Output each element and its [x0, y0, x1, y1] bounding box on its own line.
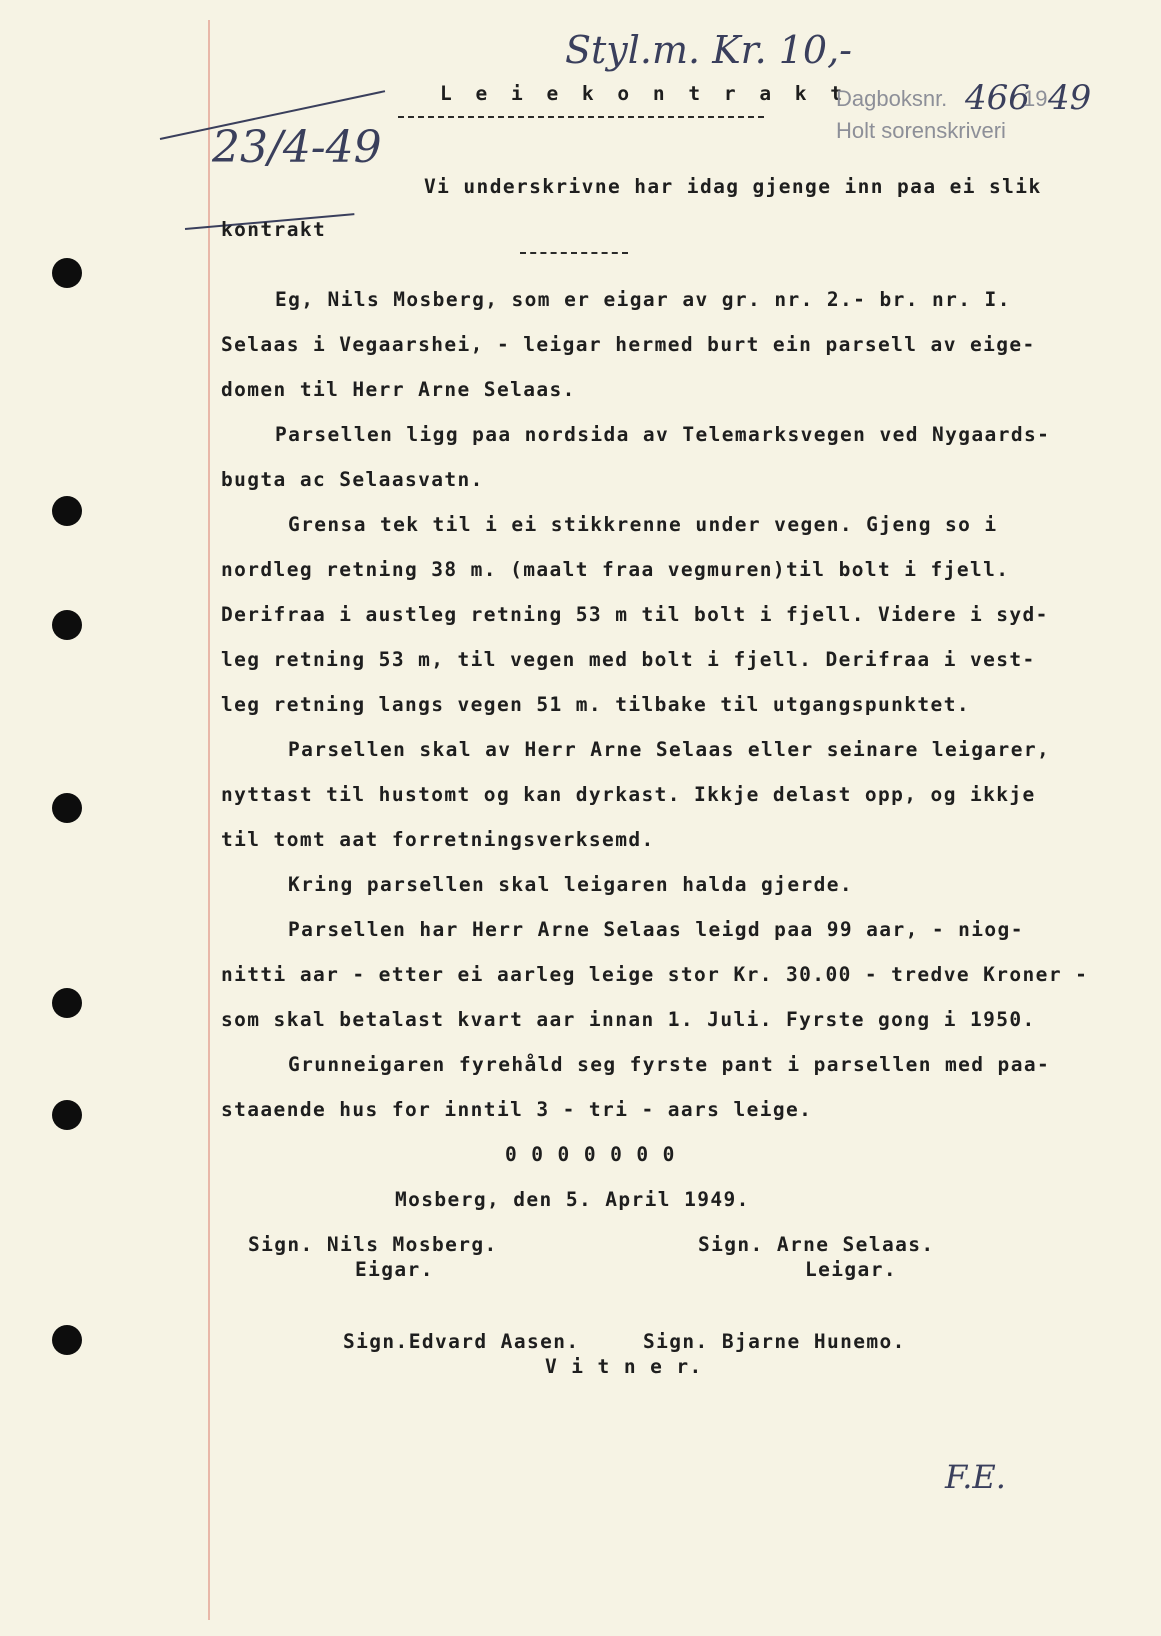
punch-hole: [52, 496, 82, 526]
separator: 0 0 0 0 0 0 0: [505, 1143, 676, 1166]
body-line: kontrakt: [221, 218, 327, 241]
stamp-number: 466: [965, 78, 1030, 118]
body-line: Grensa tek til i ei stikkrenne under vegen. Gjeng so i: [288, 513, 998, 536]
body-line: staaende hus for inntil 3 - tri - aars leige.: [221, 1098, 813, 1121]
body-line: Parsellen skal av Herr Arne Selaas eller seinare leigarer,: [288, 738, 1051, 761]
body-line: bugta ac Selaasvatn.: [221, 468, 484, 491]
signature-owner-role: Eigar.: [355, 1258, 434, 1281]
witness-left: Sign.Edvard Aasen.: [343, 1330, 580, 1353]
stamp-year: 49: [1048, 78, 1092, 118]
title-underline: [398, 116, 764, 118]
body-line: Selaas i Vegaarshei, - leigar hermed burt ein parsell av eige-: [221, 333, 1036, 356]
punch-hole: [52, 258, 82, 288]
body-line: til tomt aat forretningsverksemd.: [221, 828, 655, 851]
stamp-label: Dagboksnr.: [836, 86, 948, 111]
signature-tenant-role: Leigar.: [805, 1258, 897, 1281]
fee-note: Styl.m. Kr. 10,-: [565, 28, 853, 72]
body-line: leg retning 53 m, til vegen med bolt i fjell. Derifraa i vest-: [221, 648, 1036, 671]
section-rule: [520, 252, 628, 254]
stamp-office: Holt sorenskriveri: [836, 118, 1006, 143]
body-line: nyttast til hustomt og kan dyrkast. Ikkje delast opp, og ikkje: [221, 783, 1036, 806]
initials: F.E.: [945, 1458, 1006, 1496]
punch-hole: [52, 1325, 82, 1355]
body-line: Grunneigaren fyrehåld seg fyrste pant i parsellen med paa-: [288, 1053, 1051, 1076]
body-line: leg retning langs vegen 51 m. tilbake til utgangspunktet.: [221, 693, 970, 716]
body-line: Derifraa i austleg retning 53 m til bolt i fjell. Videre i syd-: [221, 603, 1049, 626]
body-line: Parsellen ligg paa nordsida av Telemarksvegen ved Nygaards-: [275, 423, 1051, 446]
body-line: Vi underskrivne har idag gjenge inn paa ei slik: [424, 175, 1042, 198]
witness-right: Sign. Bjarne Hunemo.: [643, 1330, 906, 1353]
punch-hole: [52, 793, 82, 823]
punch-hole: [52, 610, 82, 640]
stamp-year-prefix: 19: [1023, 86, 1048, 111]
body-line: som skal betalast kvart aar innan 1. Juli. Fyrste gong i 1950.: [221, 1008, 1036, 1031]
document-title: L e i e k o n t r a k t: [440, 82, 849, 105]
body-line: nitti aar - etter ei aarleg leige stor Kr. 30.00 - tredve Kroner -: [221, 963, 1089, 986]
body-line: Eg, Nils Mosberg, som er eigar av gr. nr. 2.- br. nr. I.: [275, 288, 1011, 311]
witness-label: V i t n e r.: [545, 1355, 703, 1378]
body-line: Kring parsellen skal leigaren halda gjerde.: [288, 873, 854, 896]
body-line: Parsellen har Herr Arne Selaas leigd paa 99 aar, - niog-: [288, 918, 1024, 941]
punch-hole: [52, 1100, 82, 1130]
margin-line: [208, 20, 210, 1620]
place-date: Mosberg, den 5. April 1949.: [395, 1188, 750, 1211]
signature-owner: Sign. Nils Mosberg.: [248, 1233, 498, 1256]
body-line: nordleg retning 38 m. (maalt fraa vegmuren)til bolt i fjell.: [221, 558, 1010, 581]
body-line: domen til Herr Arne Selaas.: [221, 378, 576, 401]
signature-tenant: Sign. Arne Selaas.: [698, 1233, 935, 1256]
margin-date: 23/4-49: [212, 122, 382, 173]
punch-hole: [52, 988, 82, 1018]
